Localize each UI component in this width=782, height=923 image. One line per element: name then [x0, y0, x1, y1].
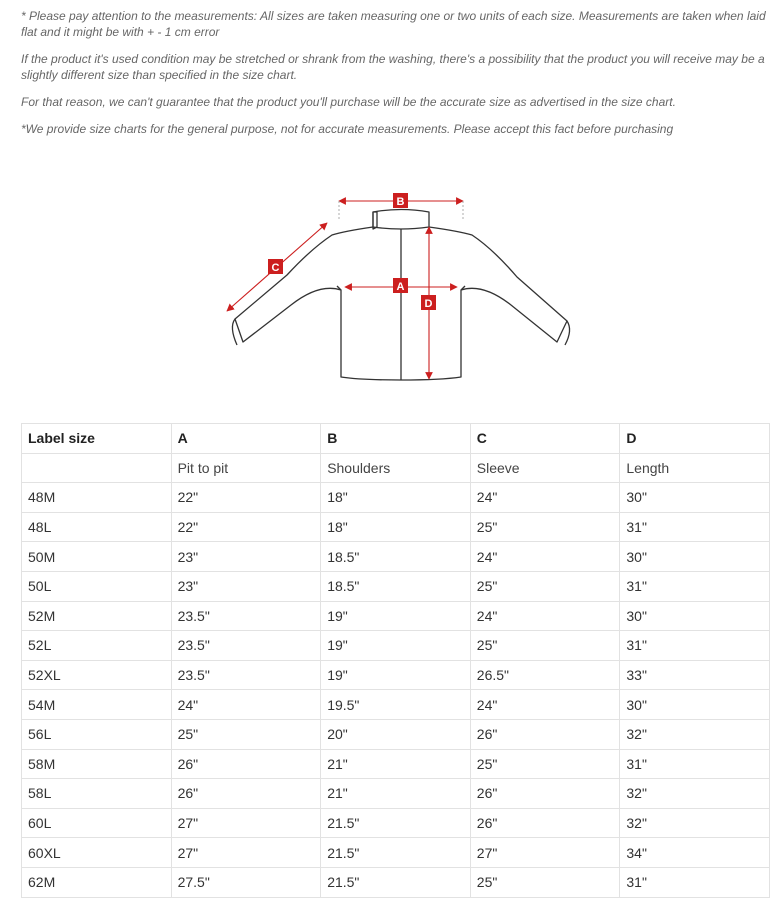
cell-length: 32" — [620, 719, 770, 749]
label-d — [421, 295, 436, 310]
table-row — [22, 838, 770, 868]
table-header-row — [22, 424, 770, 454]
header-b: B — [321, 424, 471, 454]
cell-label-size: 52XL — [22, 660, 172, 690]
cell-sleeve: 25" — [470, 571, 620, 601]
table-row — [22, 512, 770, 542]
label-a — [393, 278, 408, 293]
cell-length: 31" — [620, 571, 770, 601]
cell-label-size: 60L — [22, 808, 172, 838]
cell-sleeve: 24" — [470, 690, 620, 720]
cell-sleeve: 24" — [470, 542, 620, 572]
cell-pit-to-pit: 27" — [171, 808, 321, 838]
cell-label-size: 48M — [22, 483, 172, 513]
jacket-measurement-diagram — [215, 187, 575, 387]
cell-sleeve: 26.5" — [470, 660, 620, 690]
label-b — [393, 193, 408, 208]
svg-text:C: C — [271, 262, 280, 274]
cell-pit-to-pit: 27.5" — [171, 867, 321, 897]
cell-length: 31" — [620, 749, 770, 779]
table-row — [22, 719, 770, 749]
svg-text:D: D — [424, 298, 433, 310]
cell-shoulders: 21.5" — [321, 808, 471, 838]
cell-label-size: 50M — [22, 542, 172, 572]
cell-sleeve: 24" — [470, 483, 620, 513]
cell-shoulders: 19" — [321, 601, 471, 631]
cell-sleeve: 25" — [470, 867, 620, 897]
note-general-purpose: *We provide size charts for the general purpose, not for accurate measurements. Please accept this fact before purchasing — [21, 122, 674, 136]
cell-pit-to-pit: 26" — [171, 749, 321, 779]
cell-pit-to-pit: 23" — [171, 542, 321, 572]
cell-pit-to-pit: 25" — [171, 719, 321, 749]
cell-shoulders: 18.5" — [321, 542, 471, 572]
cell-shoulders: 18" — [321, 483, 471, 513]
cell-shoulders: 19" — [321, 660, 471, 690]
table-row — [22, 483, 770, 513]
table-row — [22, 867, 770, 897]
cell-length: 30" — [620, 542, 770, 572]
header-a: A — [171, 424, 321, 454]
table-row — [22, 571, 770, 601]
cell-length: 31" — [620, 512, 770, 542]
cell-pit-to-pit: 23.5" — [171, 660, 321, 690]
measurement-notes — [21, 8, 773, 148]
cell-shoulders: 21.5" — [321, 867, 471, 897]
cell-label-size: 58L — [22, 779, 172, 809]
cell-pit-to-pit: 23.5" — [171, 601, 321, 631]
table-row — [22, 690, 770, 720]
cell-sleeve: 26" — [470, 719, 620, 749]
note-measurement-error: * Please pay attention to the measurements: All sizes are taken measuring one or two units of each size. Measurements are taken when laid flat and it might be with + - 1 cm error — [21, 9, 766, 39]
cell-pit-to-pit: 24" — [171, 690, 321, 720]
cell-shoulders: 19.5" — [321, 690, 471, 720]
cell-sleeve: 25" — [470, 512, 620, 542]
cell-length: 33" — [620, 660, 770, 690]
table-row — [22, 808, 770, 838]
note-no-guarantee: For that reason, we can't guarantee that the product you'll purchase will be the accurate size as advertised in the size chart. — [21, 95, 676, 109]
cell-sleeve: 26" — [470, 779, 620, 809]
cell-sleeve: 25" — [470, 631, 620, 661]
table-row — [22, 779, 770, 809]
cell-label-size: 60XL — [22, 838, 172, 868]
cell-pit-to-pit: 22" — [171, 512, 321, 542]
jacket-outline-icon — [232, 210, 569, 381]
cell-shoulders: 18.5" — [321, 571, 471, 601]
cell-sleeve: 24" — [470, 601, 620, 631]
note-used-condition: If the product it's used condition may be stretched or shrank from the washing, there's a possibility that the product you will receive may be a slightly different size than specified in the size chart. — [21, 52, 765, 82]
table-row — [22, 542, 770, 572]
cell-sleeve: 26" — [470, 808, 620, 838]
cell-length: 30" — [620, 690, 770, 720]
header-d: D — [620, 424, 770, 454]
header-c: C — [470, 424, 620, 454]
cell-label-size: 48L — [22, 512, 172, 542]
cell-length: 31" — [620, 631, 770, 661]
subheader-sleeve: Sleeve — [470, 453, 620, 483]
header-label-size: Label size — [22, 424, 172, 454]
cell-length: 32" — [620, 808, 770, 838]
cell-shoulders: 19" — [321, 631, 471, 661]
cell-pit-to-pit: 22" — [171, 483, 321, 513]
cell-label-size: 62M — [22, 867, 172, 897]
table-row — [22, 749, 770, 779]
cell-length: 30" — [620, 483, 770, 513]
svg-text:A: A — [396, 281, 405, 293]
cell-shoulders: 21" — [321, 749, 471, 779]
label-c — [268, 259, 283, 274]
table-subheader-row — [22, 453, 770, 483]
cell-length: 32" — [620, 779, 770, 809]
cell-pit-to-pit: 26" — [171, 779, 321, 809]
subheader-empty — [22, 453, 172, 483]
cell-length: 31" — [620, 867, 770, 897]
cell-pit-to-pit: 23" — [171, 571, 321, 601]
subheader-shoulders: Shoulders — [321, 453, 471, 483]
cell-pit-to-pit: 27" — [171, 838, 321, 868]
cell-label-size: 54M — [22, 690, 172, 720]
svg-text:B: B — [396, 196, 405, 208]
cell-label-size: 58M — [22, 749, 172, 779]
cell-pit-to-pit: 23.5" — [171, 631, 321, 661]
cell-shoulders: 18" — [321, 512, 471, 542]
cell-length: 30" — [620, 601, 770, 631]
size-chart-table — [21, 423, 770, 898]
cell-shoulders: 20" — [321, 719, 471, 749]
cell-label-size: 52L — [22, 631, 172, 661]
table-row — [22, 601, 770, 631]
table-row — [22, 660, 770, 690]
table-row — [22, 631, 770, 661]
cell-sleeve: 25" — [470, 749, 620, 779]
subheader-length: Length — [620, 453, 770, 483]
cell-label-size: 50L — [22, 571, 172, 601]
cell-shoulders: 21.5" — [321, 838, 471, 868]
cell-label-size: 56L — [22, 719, 172, 749]
subheader-pit-to-pit: Pit to pit — [171, 453, 321, 483]
cell-sleeve: 27" — [470, 838, 620, 868]
cell-length: 34" — [620, 838, 770, 868]
cell-shoulders: 21" — [321, 779, 471, 809]
cell-label-size: 52M — [22, 601, 172, 631]
